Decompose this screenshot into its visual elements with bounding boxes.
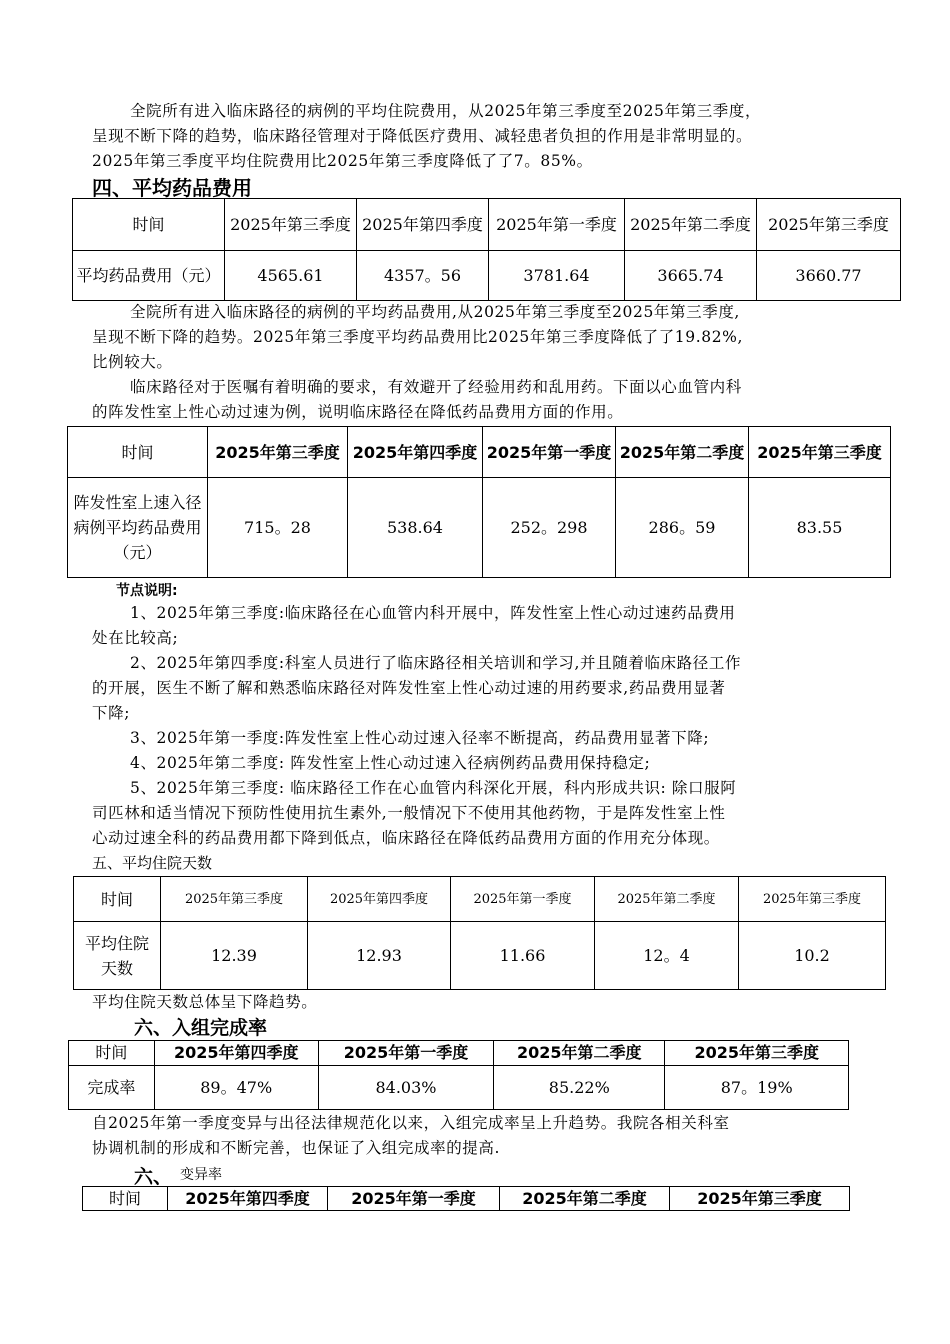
header-cell: 2025年第一季度: [489, 199, 625, 251]
header-cell: 2025年第三季度: [665, 1041, 849, 1066]
header-cell: 2025年第一季度: [451, 877, 595, 922]
header-cell: 时间: [68, 427, 208, 478]
section-heading-number: 六、: [134, 1166, 173, 1188]
header-cell: 2025年第二季度: [625, 199, 757, 251]
header-cell: 2025年第四季度: [357, 199, 489, 251]
value-cell: 12.93: [308, 922, 451, 990]
header-cell: 时间: [73, 199, 225, 251]
para-stay-days-summary: 平均住院天数总体呈下降趋势。: [92, 993, 318, 1011]
value-cell: 89。47%: [154, 1066, 318, 1110]
para-drug-line-2: 呈现不断下降的趋势。2025年第三季度平均药品费用比2025年第三季度降低了了19.82%,: [92, 328, 744, 346]
header-cell: 2025年第一季度: [318, 1041, 493, 1066]
header-cell: 2025年第二季度: [500, 1187, 670, 1211]
para-pathway-line-1: 临床路径对于医嘱有着明确的要求，有效避开了经验用药和乱用药。下面以心血管内科: [130, 378, 742, 396]
header-cell: 2025年第二季度: [494, 1041, 665, 1066]
note-1-line-2: 处在比较高;: [92, 629, 179, 647]
para-fee-line-1: 全院所有进入临床路径的病例的平均住院费用，从2025年第三季度至2025年第三季度，: [130, 102, 762, 120]
header-cell: 2025年第三季度: [749, 427, 891, 478]
value-cell: 85.22%: [494, 1066, 665, 1110]
note-4: 4、2025年第二季度: 阵发性室上性心动过速入径病例药品费用保持稳定;: [130, 754, 651, 772]
notes-title: 节点说明:: [116, 583, 178, 599]
table-row: [68, 478, 891, 578]
header-cell: 2025年第二季度: [616, 427, 749, 478]
value-cell: 3665.74: [625, 251, 757, 301]
header-cell: 2025年第一季度: [483, 427, 616, 478]
note-5-line-1: 5、2025年第三季度: 临床路径工作在心血管内科深化开展，科内形成共识: 除口服阿: [130, 779, 737, 797]
para-pathway-line-2: 的阵发性室上性心动过速为例，说明临床路径在降低药品费用方面的作用。: [92, 403, 624, 421]
stay-days-table: [73, 876, 886, 990]
header-cell: 时间: [74, 877, 161, 922]
header-cell: 2025年第四季度: [348, 427, 483, 478]
note-2-line-3: 下降;: [92, 704, 131, 722]
table-header-row: [73, 199, 901, 251]
value-cell: 286。59: [616, 478, 749, 578]
para-completion-line-2: 协调机制的形成和不断完善，也保证了入组完成率的提高.: [92, 1139, 501, 1157]
table-row: [73, 251, 901, 301]
header-cell: 2025年第一季度: [328, 1187, 500, 1211]
para-completion-line-1: 自2025年第一季度变异与出径法律规范化以来，入组完成率呈上升趋势。我院各相关科室: [92, 1114, 730, 1132]
value-cell: 538.64: [348, 478, 483, 578]
table-header-row: [74, 877, 886, 922]
value-cell: 3781.64: [489, 251, 625, 301]
header-cell: 2025年第四季度: [154, 1041, 318, 1066]
completion-rate-table: [68, 1040, 849, 1110]
section-heading-drug-cost: 四、平均药品费用: [92, 176, 252, 200]
note-2-line-2: 的开展，医生不断了解和熟悉临床路径对阵发性室上性心动过速的用药要求,药品费用显著: [92, 679, 726, 697]
value-cell: 12.39: [161, 922, 308, 990]
note-5-line-2: 司匹林和适当情况下预防性使用抗生素外,一般情况下不使用其他药物，于是阵发性室上性: [92, 804, 726, 822]
value-cell: 11.66: [451, 922, 595, 990]
table-header-row: [69, 1041, 849, 1066]
row-label-cell: 平均药品费用（元）: [73, 251, 225, 301]
header-cell: 2025年第三季度: [208, 427, 348, 478]
header-cell: 2025年第二季度: [595, 877, 739, 922]
row-label-cell: 阵发性室上速入径病例平均药品费用（元）: [68, 478, 208, 578]
value-cell: 4357。56: [357, 251, 489, 301]
value-cell: 87。19%: [665, 1066, 849, 1110]
value-cell: 84.03%: [318, 1066, 493, 1110]
header-cell: 2025年第三季度: [225, 199, 357, 251]
note-2-line-1: 2、2025年第四季度:科室人员进行了临床路径相关培训和学习,并且随着临床路径工作: [130, 654, 742, 672]
table-row: [74, 922, 886, 990]
header-cell: 2025年第三季度: [670, 1187, 850, 1211]
value-cell: 252。298: [483, 478, 616, 578]
value-cell: 12。4: [595, 922, 739, 990]
psvt-drug-cost-table: [67, 426, 891, 578]
drug-cost-table: [72, 198, 901, 301]
row-label-cell: 完成率: [69, 1066, 155, 1110]
header-cell: 时间: [83, 1187, 168, 1211]
header-cell: 时间: [69, 1041, 155, 1066]
para-drug-line-3: 比例较大。: [92, 353, 173, 371]
section-heading-stay-days: 五、平均住院天数: [92, 854, 213, 872]
header-cell: 2025年第三季度: [161, 877, 308, 922]
value-cell: 715。28: [208, 478, 348, 578]
header-cell: 2025年第三季度: [739, 877, 886, 922]
para-fee-line-3: 2025年第三季度平均住院费用比2025年第三季度降低了了7。85%。: [92, 152, 593, 170]
variation-rate-table: [82, 1186, 850, 1211]
note-5-line-3: 心动过速全科的药品费用都下降到低点，临床路径在降低药品费用方面的作用充分体现。: [92, 829, 720, 847]
value-cell: 10.2: [739, 922, 886, 990]
table-header-row: [68, 427, 891, 478]
para-drug-line-1: 全院所有进入临床路径的病例的平均药品费用,从2025年第三季度至2025年第三季度,: [130, 303, 740, 321]
note-3: 3、2025年第一季度:阵发性室上性心动过速入径率不断提高，药品费用显著下降;: [130, 729, 710, 747]
section-heading-completion-rate: 六、入组完成率: [134, 1017, 268, 1039]
para-fee-line-2: 呈现不断下降的趋势，临床路径管理对于降低医疗费用、减轻患者负担的作用是非常明显的。: [92, 127, 753, 145]
header-cell: 2025年第四季度: [168, 1187, 328, 1211]
table-header-row: [83, 1187, 850, 1211]
value-cell: 4565.61: [225, 251, 357, 301]
header-cell: 2025年第三季度: [757, 199, 901, 251]
table-row: [69, 1066, 849, 1110]
section-heading-variation-rate: 变异率: [180, 1167, 222, 1183]
header-cell: 2025年第四季度: [308, 877, 451, 922]
value-cell: 3660.77: [757, 251, 901, 301]
row-label-cell: 平均住院天数: [74, 922, 161, 990]
value-cell: 83.55: [749, 478, 891, 578]
note-1-line-1: 1、2025年第三季度:临床路径在心血管内科开展中，阵发性室上性心动过速药品费用: [130, 604, 736, 622]
